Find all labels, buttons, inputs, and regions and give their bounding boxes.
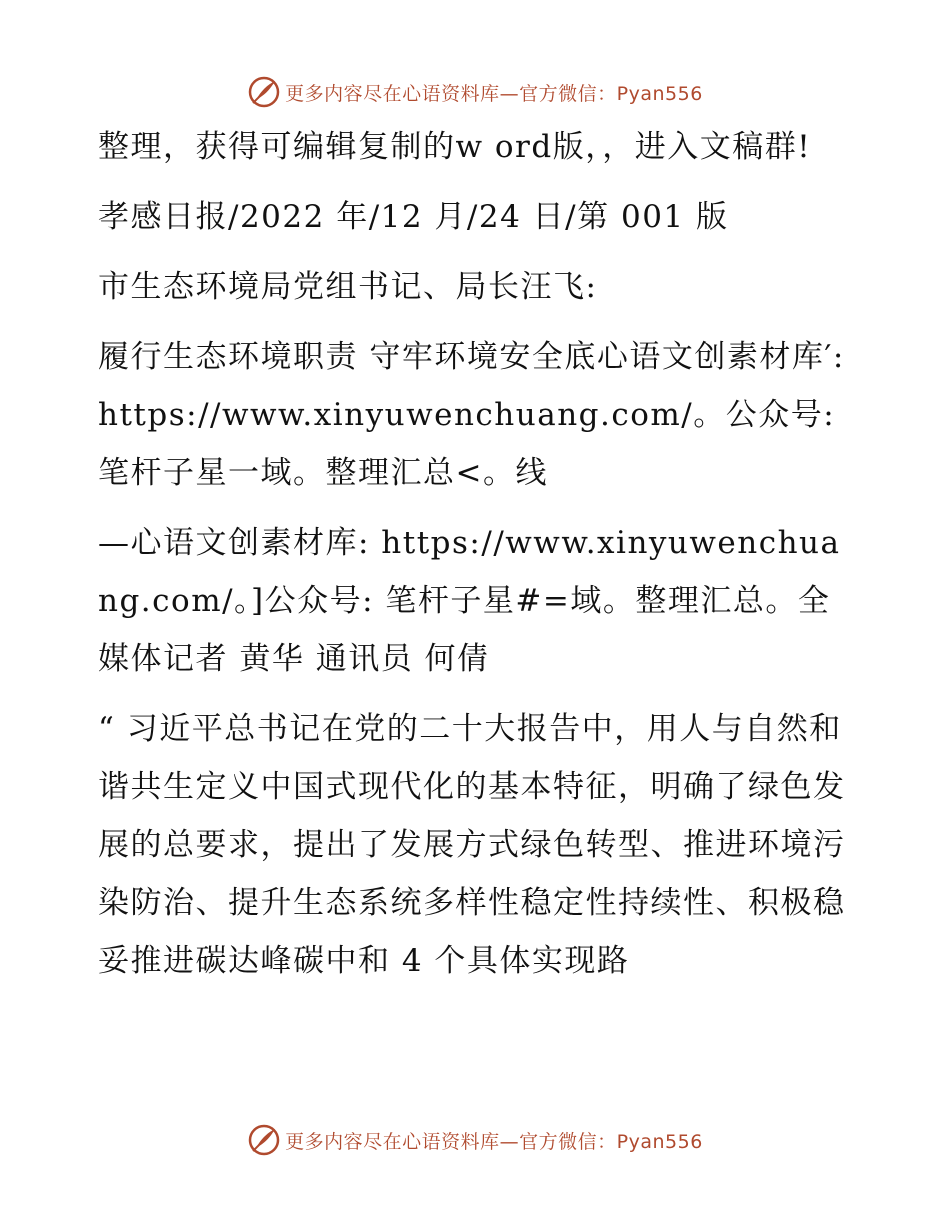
footer-watermark-text: 更多内容尽在心语资料库—官方微信：Pyan556 [285, 1130, 703, 1153]
header-watermark-banner [0, 72, 950, 112]
feather-circle-logo-icon [247, 75, 281, 109]
paragraph-source: 孝感日报/2022 年/12 月/24 日/第 001 版 [98, 199, 729, 235]
footer-watermark-banner [0, 1120, 950, 1160]
feather-circle-logo-icon [247, 1123, 281, 1157]
document-body [98, 118, 858, 1002]
paragraph-body: “ 习近平总书记在党的二十大报告中，用人与自然和谐共生定义中国式现代化的基本特征，明确了绿色发展的总要求，提出了发展方式绿色转型、推进环境污染防治、提升生态系统多样性稳定性持续性、积极稳妥推进碳达峰碳中和 4 个具体实现路 [98, 711, 846, 979]
paragraph-intro: 整理，获得可编辑复制的w ord版，，进入文稿群! [98, 129, 812, 165]
paragraph-author: 市生态环境局党组书记、局长汪飞: [98, 269, 598, 305]
paragraph-byline: —心语文创素材库: https://www.xinyuwenchuang.com/。]公众号: 笔杆子星#=域。整理汇总。全媒体记者 黄华 通讯员 何倩 [98, 525, 841, 677]
paragraph-title: 履行生态环境职责 守牢环境安全底心语文创素材库′: https://www.xinyuwenchuang.com/。公众号: 笔杆子星一域。整理汇总<。线 [98, 339, 845, 491]
header-watermark-text: 更多内容尽在心语资料库—官方微信：Pyan556 [285, 82, 703, 105]
